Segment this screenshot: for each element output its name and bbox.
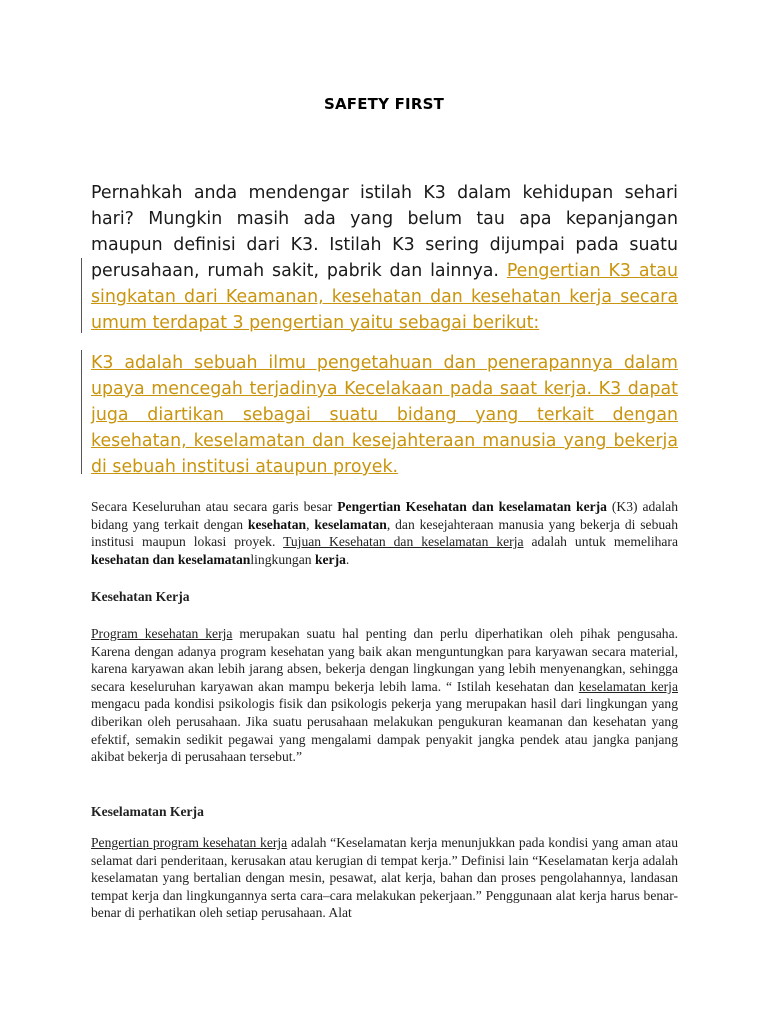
pengertian-program-link[interactable]: Pengertian program kesehatan kerja	[91, 835, 288, 850]
keselamatan-kerja-link[interactable]: keselamatan kerja	[578, 678, 678, 694]
program-kesehatan-link[interactable]: Program kesehatan kerja	[91, 626, 233, 641]
revision-change-bar	[81, 350, 82, 474]
text-run: ,	[306, 516, 315, 532]
intro-link[interactable]: Pengertian K3 atau singkatan dari Keamanan, kesehatan dan kesehatan kerja secara umum terdapat 3 pengertian yaitu sebagai berikut:	[91, 261, 678, 333]
heading-kesehatan-kerja: Kesehatan Kerja	[91, 589, 190, 604]
intro-paragraph	[91, 180, 678, 336]
text-run: adalah untuk memelihara	[523, 534, 678, 550]
keselamatan-paragraph	[91, 834, 678, 922]
text-run: Secara Keseluruhan atau secara garis besar	[91, 499, 338, 514]
heading-keselamatan-kerja: Keselamatan Kerja	[91, 804, 204, 819]
text-run: adalah “Keselamatan kerja menunjukkan pada kondisi yang aman atau selamat dari penderitaan, kerusakan atau kerugian di tempat kerja.” Definisi lain “Keselamatan kerja adalah keselamatan yang bertalian dengan mesin, pesawat, alat kerja, bahan dan proses pengolahannya, landasan tempat kerja dan lingkungannya serta cara–cara melakukan pekerjaan.” Penggunaan alat kerja harus benar-benar di perhatikan oleh setiap perusahaan. Alat	[91, 835, 679, 921]
text-run: , dan kesejahteraan manusia yang bekerja di sebuah institusi maupun lokasi proyek.	[91, 516, 679, 550]
text-run: (K3) adalah bidang yang terkait dengan	[91, 499, 678, 532]
document-title: SAFETY FIRST	[323, 95, 445, 113]
bold-run: kerja	[314, 551, 346, 567]
text-run: lingkungan	[250, 551, 315, 567]
tujuan-link[interactable]: Tujuan Kesehatan dan keselamatan kerja	[283, 534, 524, 550]
bold-run: kesehatan dan keselamatan	[91, 551, 251, 567]
intro-text: Pernahkah anda mendengar istilah K3 dalam kehidupan sehari hari? Mungkin masih ada yang belum tau apa kepanjangan maupun definisi dari K3. Istilah K3 sering dijumpai pada suatu perusahaan, rumah sakit, pabrik dan lainnya.	[91, 183, 678, 281]
bold-run: kesehatan	[247, 516, 307, 532]
revision-change-bar	[81, 258, 82, 333]
text-run: mengacu pada kondisi psikologis fisik dan psikologis pekerja yang merupakan hasil dari lingkungan yang diberikan oleh perusahaan. Jika suatu perusahaan melakukan pengukuran keamanan dan kesehatan yang efektif, semakin sedikit pegawai yang mengalami dampak penyakit jangka pendek atau jangka panjang akibat bekerja di perusahaan tersebut.”	[91, 696, 678, 765]
text-run: .	[345, 551, 350, 567]
bold-run: keselamatan	[314, 516, 387, 532]
k3-definition-link[interactable]: K3 adalah sebuah ilmu pengetahuan dan penerapannya dalam upaya mencegah terjadinya Kecelakaan pada saat kerja. K3 dapat juga diartikan sebagai suatu bidang yang terkait dengan kesehatan, keselamatan dan kesejahteraan manusia yang bekerja di sebuah institusi ataupun proyek.	[91, 353, 678, 477]
text-run: merupakan suatu hal penting dan perlu diperhatikan oleh pihak pengusaha. Karena dengan adanya program kesehatan yang baik akan menguntungkan para karyawan secara material, karena karyawan akan lebih jarang absen, bekerja dengan lingkungan yang lebih menyenangkan, sehingga secara keseluruhan karyawan akan mampu bekerja lebih lama. “ Istilah kesehatan dan	[91, 626, 678, 694]
kesehatan-paragraph	[91, 625, 678, 766]
overview-paragraph	[91, 498, 678, 568]
bold-run: Pengertian Kesehatan dan keselamatan kerja	[337, 499, 607, 514]
